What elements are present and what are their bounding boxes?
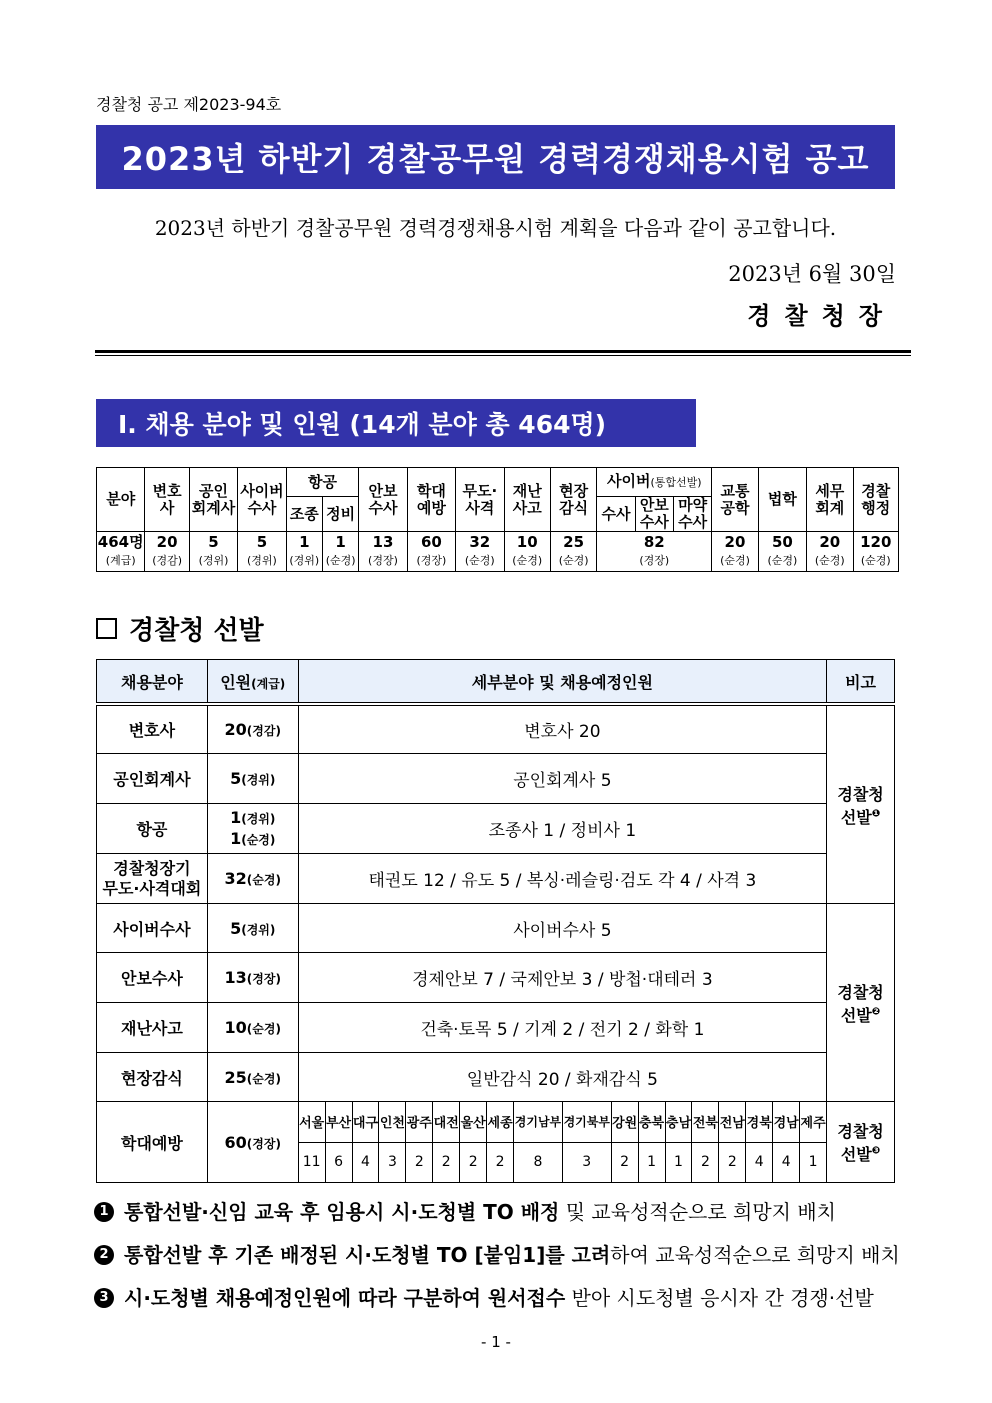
row-count: 10(순경) xyxy=(207,1003,298,1053)
row-detail: 경제안보 7 / 국제안보 3 / 방첩·대테러 3 xyxy=(298,953,826,1003)
subsection-title: 경찰청 선발 xyxy=(96,610,264,647)
region-name: 인천 xyxy=(379,1102,406,1142)
h-aviation: 항공 xyxy=(286,468,359,497)
h-ci-drug: 마약 수사 xyxy=(673,497,711,532)
region-name: 대전 xyxy=(433,1102,460,1142)
row-count: 13(경장) xyxy=(207,953,298,1003)
row-detail: 사이버수사 5 xyxy=(298,904,826,953)
note-item: 1 통합선발·신임 교육 후 임용시 시·도청별 TO 배정 및 교육성적순으로 희망지 배치 xyxy=(94,1196,836,1225)
region-name: 전남 xyxy=(719,1102,746,1142)
divider-thin xyxy=(95,355,911,356)
region-count: 2 xyxy=(611,1142,638,1182)
row-detail: 변호사 20 xyxy=(298,706,826,754)
v-tax: 20 (순경) xyxy=(807,532,853,572)
row-field: 항공 xyxy=(97,804,208,854)
number-badge-icon: 2 xyxy=(94,1245,114,1265)
row-field: 현장감식 xyxy=(97,1053,208,1102)
region-name: 경남 xyxy=(773,1102,800,1142)
region-count: 11 xyxy=(299,1142,325,1182)
number-badge-icon: 1 xyxy=(94,1202,114,1222)
row-detail: 태권도 12 / 유도 5 / 복싱·레슬링·검도 각 4 / 사격 3 xyxy=(298,854,826,904)
region-count: 8 xyxy=(514,1142,563,1182)
h-note: 비고 xyxy=(827,660,895,703)
v-security: 13 (경장) xyxy=(359,532,407,572)
region-count: 4 xyxy=(746,1142,773,1182)
h-abuse: 학대 예방 xyxy=(407,468,455,532)
h-traffic: 교통 공학 xyxy=(712,468,758,532)
row-count: 60(경장) xyxy=(207,1102,298,1183)
h-ci-sec: 안보 수사 xyxy=(635,497,673,532)
region-count: 3 xyxy=(379,1142,406,1182)
page-number: - 1 - xyxy=(481,1333,511,1351)
v-abuse: 60 (경장) xyxy=(407,532,455,572)
region-count: 2 xyxy=(460,1142,487,1182)
h-detail: 세부분야 및 채용예정인원 xyxy=(298,660,826,703)
region-count: 6 xyxy=(325,1142,352,1182)
row-field: 변호사 xyxy=(97,706,208,754)
region-name: 세종 xyxy=(487,1102,514,1142)
v-total: 464명 (계급) xyxy=(97,532,145,572)
row-detail: 공인회계사 5 xyxy=(298,754,826,804)
h-mech: 정비 xyxy=(322,497,358,532)
region-name: 경기북부 xyxy=(562,1102,611,1142)
row-field: 경찰청장기 무도·사격대회 xyxy=(97,854,208,904)
row-detail: 건축·토목 5 / 기계 2 / 전기 2 / 화학 1 xyxy=(298,1003,826,1053)
number-badge-icon: 3 xyxy=(94,1288,114,1308)
region-name: 강원 xyxy=(611,1102,638,1142)
h-law: 법학 xyxy=(758,468,806,532)
row-detail: 조종사 1 / 정비사 1 xyxy=(298,804,826,854)
row-count: 20(경감) xyxy=(207,706,298,754)
v-cyber: 5 (경위) xyxy=(238,532,286,572)
v-cyberint: 82 (경장) xyxy=(597,532,712,572)
region-name: 울산 xyxy=(460,1102,487,1142)
issuer: 경찰청장 xyxy=(747,301,896,330)
row-count: 25(순경) xyxy=(207,1053,298,1102)
region-count: 2 xyxy=(433,1142,460,1182)
v-site: 25 (순경) xyxy=(550,532,596,572)
h-pilot: 조종 xyxy=(286,497,322,532)
h-site: 현장 감식 xyxy=(550,468,596,532)
row-field: 재난사고 xyxy=(97,1003,208,1053)
v-admin: 120 (순경) xyxy=(853,532,899,572)
region-count: 1 xyxy=(638,1142,665,1182)
note-item: 3 시·도청별 채용예정인원에 따라 구분하여 원서접수 받아 시도청별 응시자 간 경쟁·선발 xyxy=(94,1282,874,1311)
v-pilot: 1 (경위) xyxy=(286,532,322,572)
divider-thick xyxy=(95,350,911,353)
region-count: 2 xyxy=(487,1142,514,1182)
announcement-date: 2023년 6월 30일 xyxy=(728,262,896,286)
region-count: 1 xyxy=(665,1142,692,1182)
region-count: 2 xyxy=(692,1142,719,1182)
h-cpa: 공인 회계사 xyxy=(189,468,237,532)
row-count: 5(경위) xyxy=(207,754,298,804)
region-name: 전북 xyxy=(692,1102,719,1142)
page-title: 2023년 하반기 경찰공무원 경력경쟁채용시험 공고 xyxy=(96,125,895,189)
region-name: 충북 xyxy=(638,1102,665,1142)
checkbox-square-icon xyxy=(96,618,117,639)
summary-table xyxy=(96,467,899,572)
h-admin: 경찰 행정 xyxy=(853,468,899,532)
h-cyber: 사이버 수사 xyxy=(238,468,286,532)
region-name: 경북 xyxy=(746,1102,773,1142)
region-count: 2 xyxy=(406,1142,433,1182)
h-field: 채용분야 xyxy=(97,660,208,703)
note-1: 경찰청 선발$^❶$ xyxy=(827,706,895,904)
region-name: 충남 xyxy=(665,1102,692,1142)
row-field: 공인회계사 xyxy=(97,754,208,804)
v-martial: 32 (순경) xyxy=(456,532,504,572)
h-cyberint: 사이버(통합선발) xyxy=(597,468,712,497)
row-field: 사이버수사 xyxy=(97,904,208,953)
region-name: 광주 xyxy=(406,1102,433,1142)
v-law: 50 (순경) xyxy=(758,532,806,572)
note-2: 경찰청 선발$^❷$ xyxy=(827,904,895,1102)
region-name: 부산 xyxy=(325,1102,352,1142)
detail-table xyxy=(96,659,895,1183)
region-name: 제주 xyxy=(800,1102,826,1142)
notice-number: 경찰청 공고 제2023-94호 xyxy=(96,95,282,114)
region-table xyxy=(299,1102,826,1182)
row-count: 1(경위) 1(순경) xyxy=(207,804,298,854)
h-field: 분야 xyxy=(97,468,145,532)
h-tax: 세무 회계 xyxy=(807,468,853,532)
row-count: 32(순경) xyxy=(207,854,298,904)
region-name: 경기남부 xyxy=(514,1102,563,1142)
v-mech: 1 (순경) xyxy=(322,532,358,572)
region-count: 4 xyxy=(352,1142,379,1182)
note-3: 경찰청 선발$^❸$ xyxy=(827,1102,895,1183)
region-count: 4 xyxy=(773,1142,800,1182)
region-count: 3 xyxy=(562,1142,611,1182)
h-lawyer: 변호사 xyxy=(145,468,189,532)
v-disaster: 10 (순경) xyxy=(504,532,550,572)
h-security: 안보 수사 xyxy=(359,468,407,532)
region-count: 1 xyxy=(808,1154,818,1171)
row-field: 학대예방 xyxy=(97,1102,208,1183)
region-name: 대구 xyxy=(352,1102,379,1142)
note-item: 2 통합선발 후 기존 배정된 시·도청별 TO [붙임1]를 고려하여 교육성적순으로 희망지 배치 xyxy=(94,1239,900,1268)
row-count: 5(경위) xyxy=(207,904,298,953)
h-ci-inv: 수사 xyxy=(597,497,635,532)
region-name: 서울 xyxy=(299,1102,325,1142)
h-count: 인원(계급) xyxy=(207,660,298,703)
region-count: 2 xyxy=(719,1142,746,1182)
section-title: Ⅰ. 채용 분야 및 인원 (14개 분야 총 464명) xyxy=(96,399,696,447)
intro-text: 2023년 하반기 경찰공무원 경력경쟁채용시험 계획을 다음과 같이 공고합니다. xyxy=(154,216,837,240)
h-disaster: 재난 사고 xyxy=(504,468,550,532)
v-cpa: 5 (경위) xyxy=(189,532,237,572)
row-detail: 일반감식 20 / 화재감식 5 xyxy=(298,1053,826,1102)
v-traffic: 20 (순경) xyxy=(712,532,758,572)
region-cell xyxy=(298,1102,826,1183)
v-lawyer: 20 (경감) xyxy=(145,532,189,572)
row-field: 안보수사 xyxy=(97,953,208,1003)
h-martial: 무도· 사격 xyxy=(456,468,504,532)
